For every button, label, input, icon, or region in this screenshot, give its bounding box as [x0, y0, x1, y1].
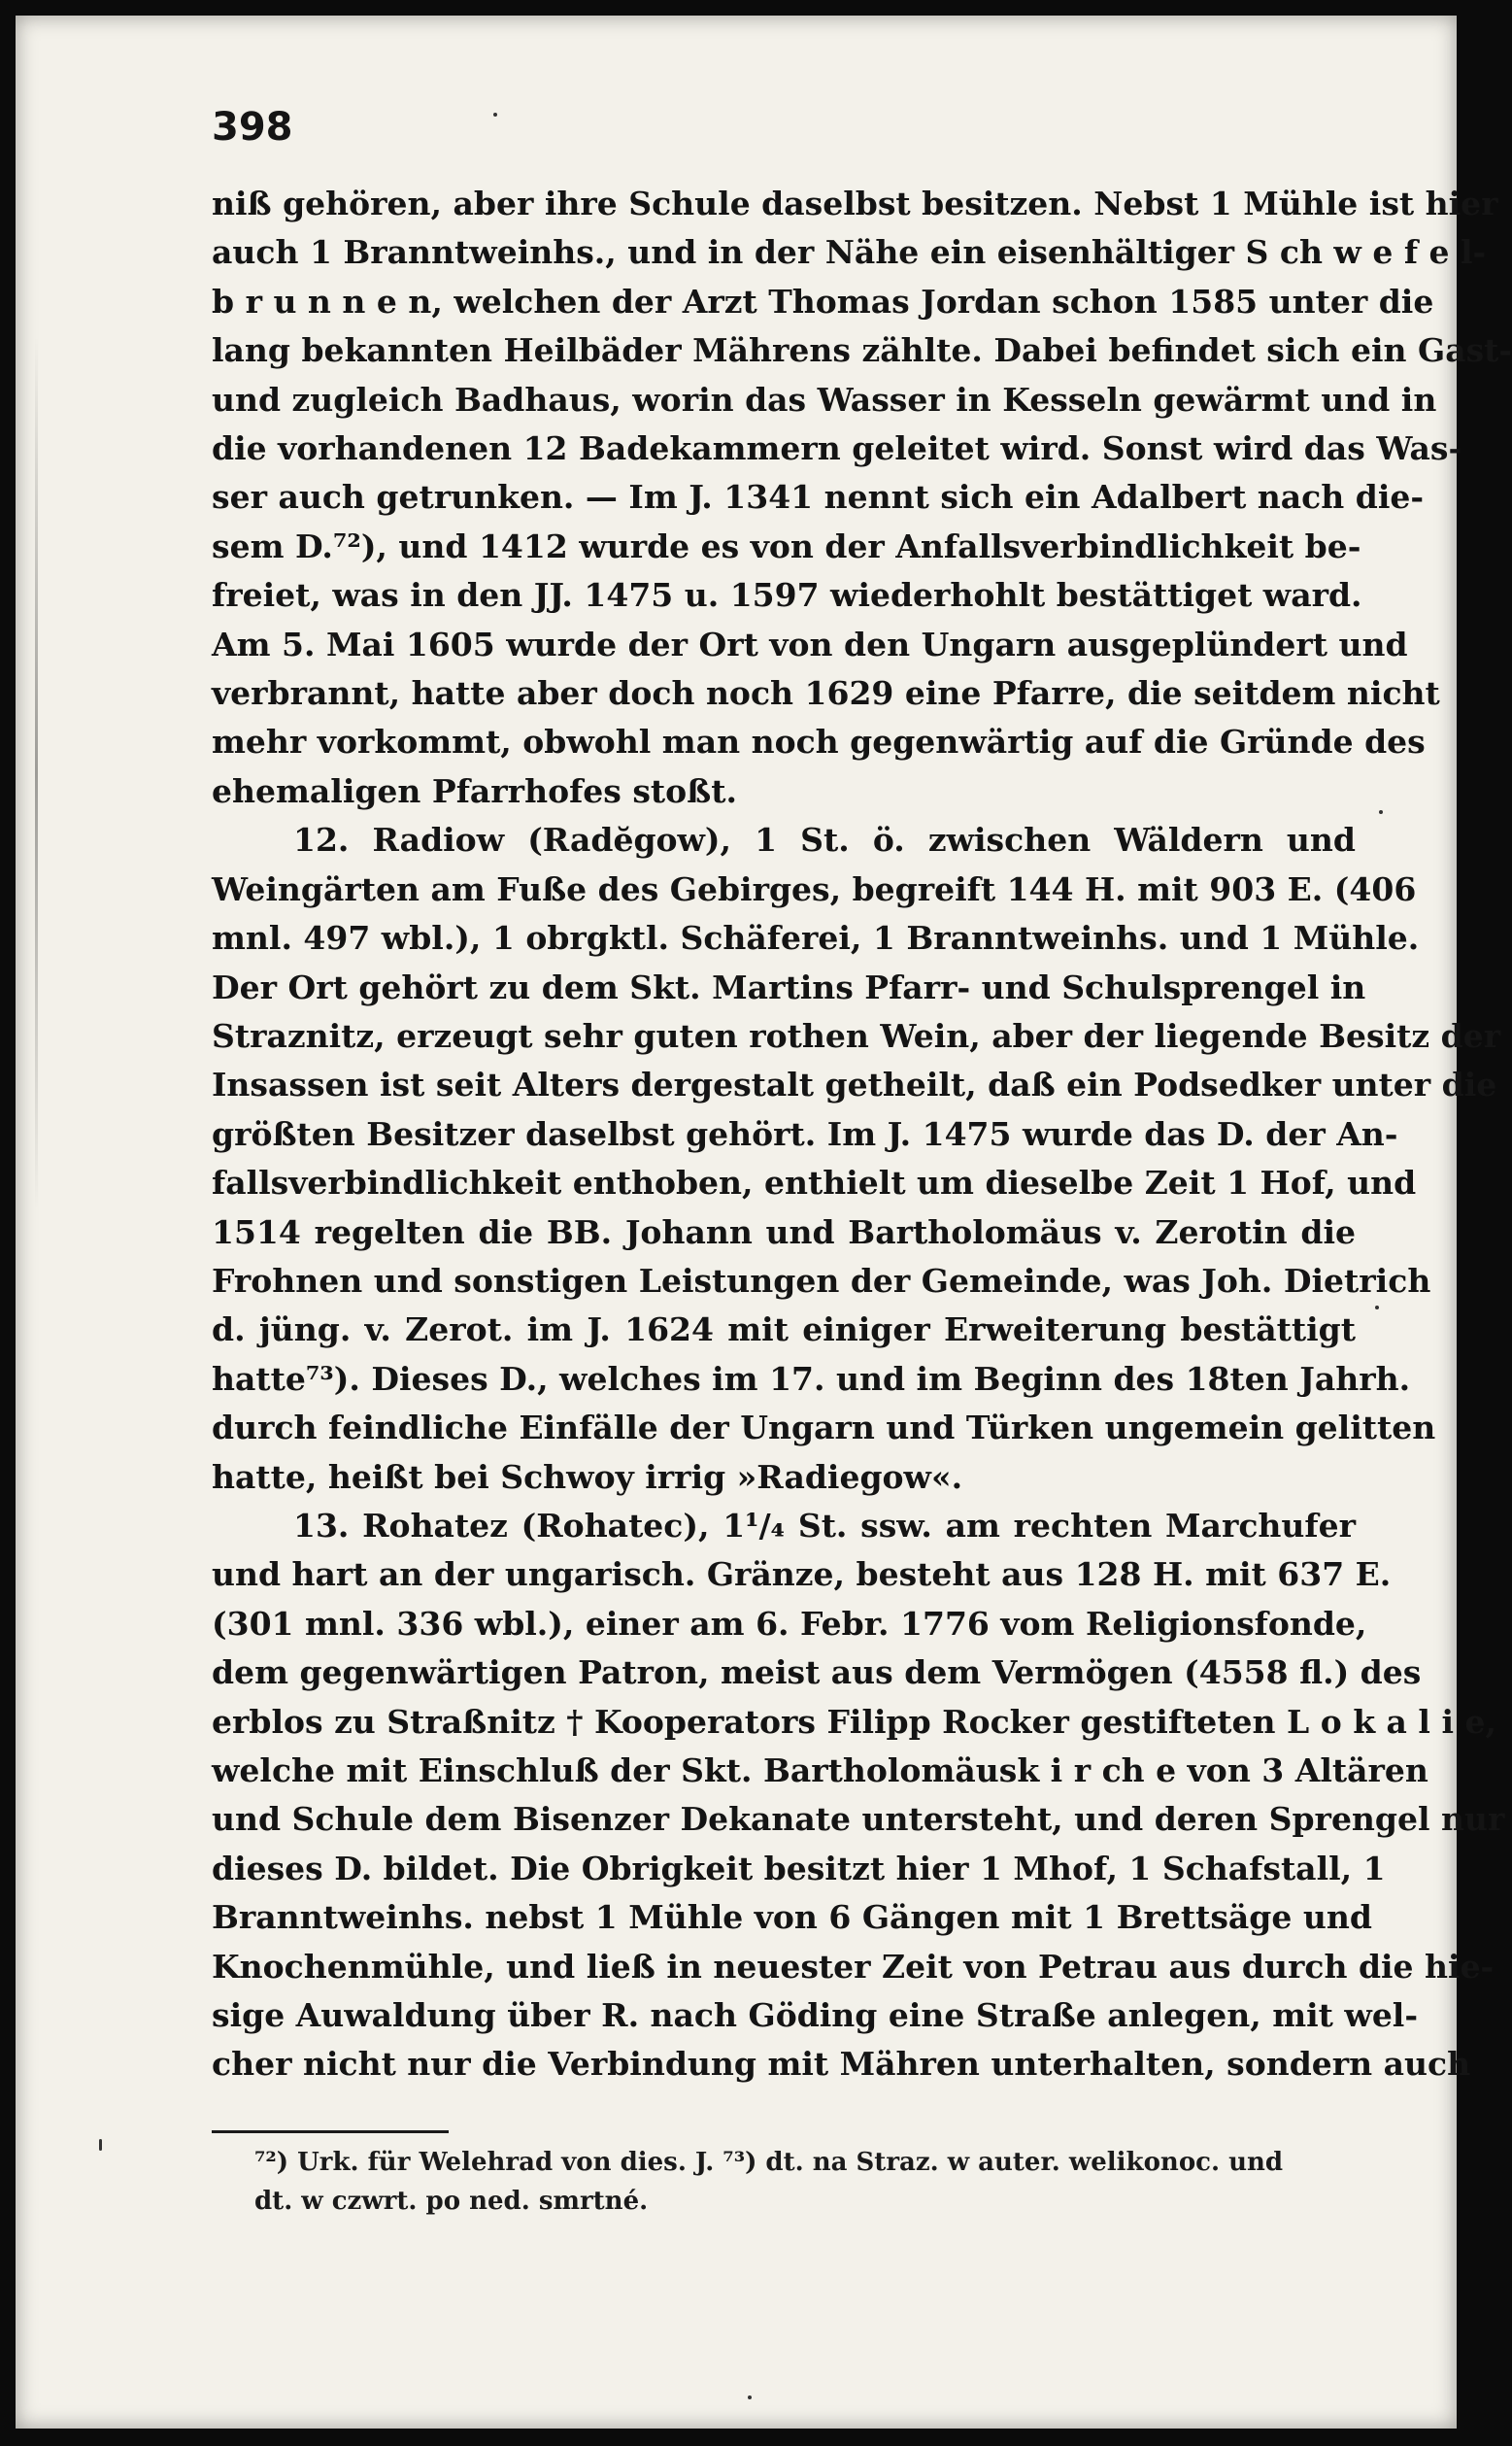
speck [1375, 1306, 1379, 1309]
text-line: Am 5. Mai 1605 wurde der Ort von den Ungarn ausgeplündert und [212, 625, 1408, 663]
text-line: d. jüng. v. Zerot. im J. 1624 mit einiger Erweiterung bestättigt [212, 1310, 1356, 1349]
text-line: Insassen ist seit Alters dergestalt getheilt, daß ein Podsedker unter die [212, 1066, 1497, 1104]
text-line: verbrannt, hatte aber doch noch 1629 eine Pfarre, die seitdem nicht [212, 674, 1440, 713]
text-line: Frohnen und sonstigen Leistungen der Gemeinde, was Joh. Dietrich [212, 1261, 1431, 1300]
page-number: 398 [212, 105, 293, 150]
footnotes [254, 2143, 1356, 2221]
body-text [212, 180, 1512, 2089]
text-line: Knochenmühle, und ließ in neuester Zeit von Petrau aus durch die hie- [212, 1947, 1495, 1986]
text-line: lang bekannten Heilbäder Mährens zählte. Dabei befindet sich ein Gast- [212, 331, 1512, 370]
text-line: Der Ort gehört zu dem Skt. Martins Pfarr- und Schulsprengel in [212, 968, 1366, 1006]
text-line: niß gehören, aber ihre Schule daselbst besitzen. Nebst 1 Mühle ist hier [212, 185, 1498, 222]
text-line: welche mit Einschluß der Skt. Bartholomäusk i r ch e von 3 Altären [212, 1751, 1428, 1789]
text-line: durch feindliche Einfälle der Ungarn und Türken ungemein gelitten [212, 1409, 1436, 1447]
text-line: hatte⁷³). Dieses D., welches im 17. und im Beginn des 18ten Jahrh. [212, 1359, 1411, 1398]
section-heading-line: 12. Radiow (Radĕgow), 1 St. ö. zwischen Wäldern und [293, 821, 1356, 860]
text-line: sem D.⁷²), und 1412 wurde es von der Anfallsverbindlichkeit be- [212, 527, 1361, 565]
text-line: sige Auwaldung über R. nach Göding eine Straße anlegen, mit wel- [212, 1996, 1419, 2035]
text-line: mehr vorkommt, obwohl man noch gegenwärtig auf die Gründe des [212, 723, 1426, 762]
text-line: mnl. 497 wbl.), 1 obrgktl. Schäferei, 1 Branntweinhs. und 1 Mühle. [212, 919, 1420, 958]
text-line: (301 mnl. 336 wbl.), einer am 6. Febr. 1776 vom Religionsfonde, [212, 1604, 1367, 1643]
text-line: erblos zu Straßnitz † Kooperators Filipp Rocker gestifteten L o k a l i e, [212, 1702, 1496, 1741]
text-line: dem gegenwärtigen Patron, meist aus dem Vermögen (4558 fl.) des [212, 1653, 1422, 1692]
text-line: und Schule dem Bisenzer Dekanate untersteht, und deren Sprengel nur [212, 1800, 1505, 1839]
text-line: hatte, heißt bei Schwoy irrig »Radiegow«. [212, 1457, 963, 1496]
text-line: fallsverbindlichkeit enthoben, enthielt um dieselbe Zeit 1 Hof, und [212, 1164, 1417, 1203]
speck [748, 2395, 752, 2399]
text-line: größten Besitzer daselbst gehört. Im J. 1475 wurde das D. der An- [212, 1114, 1398, 1153]
text-line: cher nicht nur die Verbindung mit Mähren unterhalten, sondern auch [212, 2045, 1471, 2084]
text-line: freiet, was in den JJ. 1475 u. 1597 wiederhohlt bestättiget ward. [212, 576, 1362, 615]
text-line: 1514 regelten die BB. Johann und Bartholomäus v. Zerotin die [212, 1212, 1356, 1251]
footnote-separator [212, 2130, 449, 2133]
text-line: Branntweinhs. nebst 1 Mühle von 6 Gängen mit 1 Brettsäge und [212, 1898, 1372, 1937]
page-crease-shadow [35, 336, 38, 1210]
text-line: b r u n n e n, welchen der Arzt Thomas Jordan schon 1585 unter die [212, 282, 1434, 321]
text-line: dieses D. bildet. Die Obrigkeit besitzt hier 1 Mhof, 1 Schafstall, 1 [212, 1849, 1386, 1887]
text-line: ehemaligen Pfarrhofes stoßt. [212, 771, 737, 810]
footnote-line: dt. w czwrt. po ned. smrtné. [254, 2187, 649, 2216]
speck [1379, 810, 1383, 814]
footnote-line: ⁷²) Urk. für Welehrad von dies. J. ⁷³) dt. na Straz. w auter. welikonoc. und [254, 2148, 1284, 2177]
section-heading-line: 13. Rohatez (Rohatec), 1¹/₄ St. ssw. am rechten Marchufer [293, 1506, 1356, 1545]
text-line: die vorhandenen 12 Badekammern geleitet wird. Sonst wird das Was- [212, 429, 1462, 468]
speck [493, 113, 497, 117]
text-line: ser auch getrunken. — Im J. 1341 nennt sich ein Adalbert nach die- [212, 478, 1425, 517]
text-line: und zugleich Badhaus, worin das Wasser in Kesseln gewärmt und in [212, 380, 1437, 419]
text-line: auch 1 Branntweinhs., und in der Nähe ein eisenhältiger S ch w e f e l- [212, 233, 1487, 272]
text-line: und hart an der ungarisch. Gränze, besteht aus 128 H. mit 637 E. [212, 1555, 1392, 1594]
speck [99, 2139, 102, 2151]
text-line: Straznitz, erzeugt sehr guten rothen Wein, aber der liegende Besitz der [212, 1016, 1501, 1055]
text-line: Weingärten am Fuße des Gebirges, begreift 144 H. mit 903 E. (406 [212, 869, 1417, 908]
